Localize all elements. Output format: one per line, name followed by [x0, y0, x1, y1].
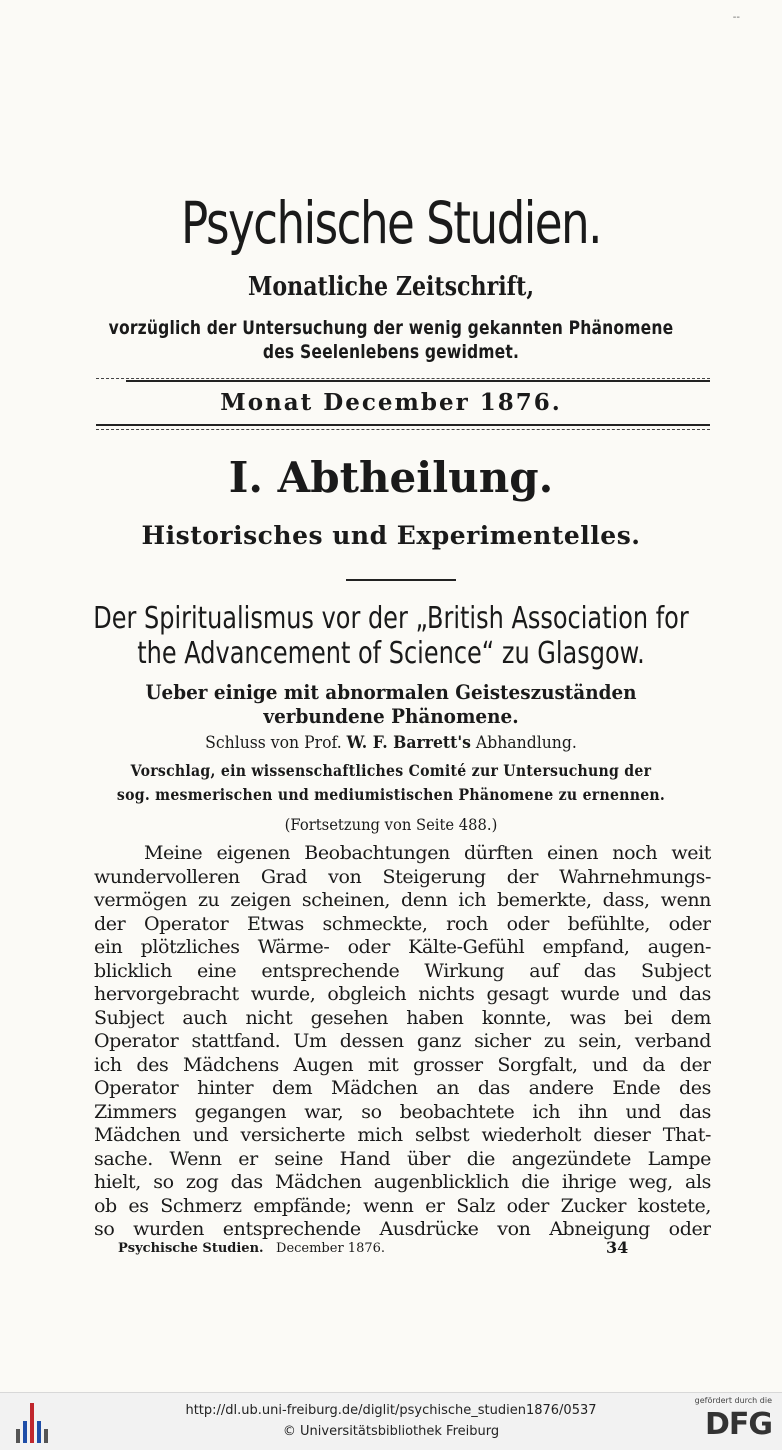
- article-subtitle-line-1: Ueber einige mit abnormalen Geisteszuständen: [145, 680, 637, 704]
- footer-journal: Psychische Studien.: [118, 1241, 264, 1256]
- division-title: I. Abtheilung.: [228, 453, 554, 502]
- journal-description: [70, 316, 711, 364]
- body-line: so wurden entsprechende Ausdrücke von Abneigung oder: [94, 1218, 711, 1240]
- page-footer: [118, 1238, 638, 1259]
- body-line: Mädchen und versicherte mich selbst wiederholt dieser That-: [94, 1124, 711, 1146]
- body-line: vermögen zu zeigen scheinen, denn ich bemerkte, dass, wenn: [94, 889, 711, 911]
- body-line: ein plötzliches Wärme- oder Kälte-Gefühl empfand, augen-: [94, 936, 711, 958]
- article-title-line-2: the Advancement of Science“ zu Glasgow.: [137, 636, 645, 671]
- body-line: Zimmers gegangen war, so beobachtete ich ihn und das: [94, 1100, 711, 1123]
- body-line: wundervolleren Grad von Steigerung der Wahrnehmungs-: [94, 865, 711, 888]
- page-number: 34: [606, 1238, 629, 1257]
- dfg-funding-note: gefördert durch die: [694, 1396, 772, 1405]
- body-line: Operator hinter dem Mädchen an das andere Ende des: [94, 1077, 711, 1099]
- divider-double-2: [96, 429, 710, 430]
- article-conclusion-note: [31, 731, 750, 755]
- copyright-notice: © Universitätsbibliothek Freiburg: [282, 1424, 500, 1439]
- body-line: blicklich eine entsprechende Wirkung auf das Subject: [94, 959, 711, 982]
- article-subtitle-line-2: verbundene Phänomene.: [263, 704, 519, 728]
- divider-top-solid: [126, 380, 710, 382]
- viewer-bottom-bar: [0, 1392, 782, 1450]
- corner-mark: --: [732, 12, 740, 23]
- body-line: Operator stattfand. Um dessen ganz sicher zu sein, verband: [94, 1030, 711, 1052]
- article-proposal: [47, 759, 735, 807]
- divider-top: [96, 378, 710, 379]
- body-line: ob es Schmerz empfände; wenn er Salz oder Zucker kostete,: [94, 1194, 711, 1217]
- document-url-link[interactable]: http://dl.ub.uni-freiburg.de/diglit/psychische_studien1876/0537: [185, 1403, 597, 1418]
- description-line-1: vorzüglich der Untersuchung der wenig gekannten Phänomene: [108, 317, 674, 339]
- conclusion-suffix: Abhandlung.: [475, 733, 577, 753]
- divider-double-1: [96, 424, 710, 426]
- journal-title: Psychische Studien.: [181, 189, 601, 257]
- section-divider: [346, 579, 456, 581]
- article-body: [94, 842, 711, 1242]
- division-subtitle: Historisches und Experimentelles.: [141, 521, 641, 550]
- issue-month: Monat December 1876.: [220, 389, 562, 416]
- description-line-2: des Seelenlebens gewidmet.: [262, 341, 520, 363]
- conclusion-prefix: Schluss von Prof.: [205, 733, 342, 753]
- article-title-line-1: Der Spiritualismus vor der „British Association for: [93, 601, 689, 636]
- body-line: hervorgebracht wurde, obgleich nichts gesagt wurde und das: [94, 983, 711, 1005]
- dfg-logo-icon[interactable]: DFG: [704, 1407, 772, 1442]
- body-line: hielt, so zog das Mädchen augenblicklich die ihrige weg, als: [94, 1171, 711, 1193]
- article-subtitle: [31, 680, 750, 728]
- body-line: der Operator Etwas schmeckte, roch oder befühlte, oder: [94, 912, 711, 935]
- journal-subtitle: Monatliche Zeitschrift,: [247, 272, 535, 302]
- body-line: Meine eigenen Beobachtungen dürften einen noch weit: [144, 842, 711, 864]
- body-line: Subject auch nicht gesehen haben konnte, was bei dem: [94, 1006, 711, 1029]
- continuation-note: (Fortsetzung von Seite 488.): [284, 815, 498, 834]
- footer-date: December 1876.: [276, 1241, 386, 1256]
- body-line: ich des Mädchens Augen mit grosser Sorgfalt, und da der: [94, 1053, 711, 1076]
- body-line: sache. Wenn er seine Hand über die angezündete Lampe: [94, 1147, 711, 1170]
- conclusion-author: W. F. Barrett's: [346, 733, 471, 753]
- article-title: [78, 601, 704, 671]
- proposal-line-2: sog. mesmerischen und mediumistischen Phänomene zu ernennen.: [116, 785, 666, 804]
- proposal-line-1: Vorschlag, ein wissenschaftliches Comité zur Untersuchung der: [130, 761, 652, 780]
